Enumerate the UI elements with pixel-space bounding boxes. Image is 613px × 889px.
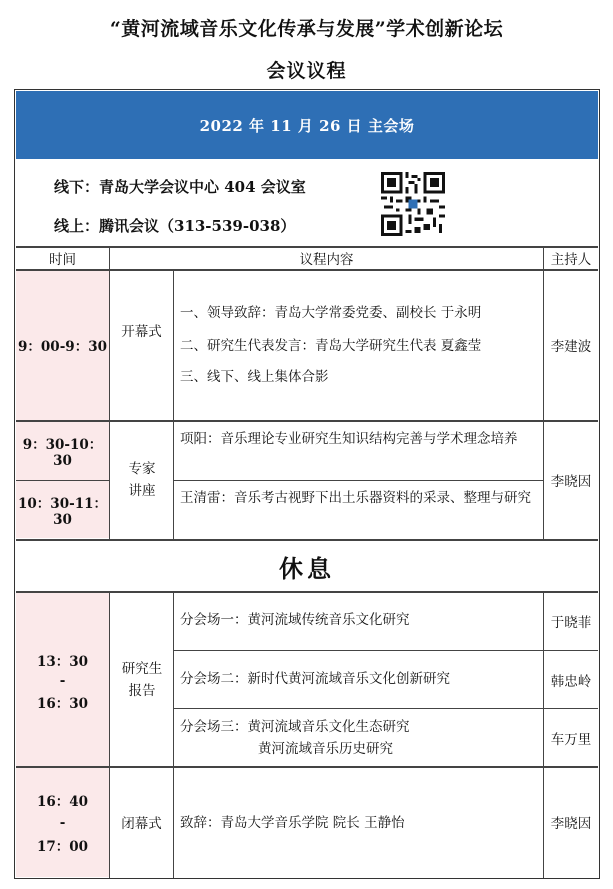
lecture-time: 10：30-11：30 (18, 496, 107, 528)
report-time-start: 13：30 (36, 654, 89, 670)
date-banner: 2022 年 11 月 26 日 主会场 (16, 91, 598, 159)
opening-item: 二、研究生代表发言：青岛大学研究生代表 夏鑫莹 (180, 338, 482, 354)
opening-host: 李建波 (550, 339, 592, 355)
header-content: 议程内容 (299, 252, 354, 268)
lecture-topic: 王清雷：音乐考古视野下出土乐器资料的采录、整理与研究 (180, 490, 531, 506)
online-meeting: 线上：腾讯会议（313-539-038） (54, 217, 296, 235)
lecture-session: 专家讲座 (128, 461, 156, 499)
opening-item: 一、领导致辞：青岛大学常委党委、副校长 于永明 (180, 305, 482, 321)
lecture-host: 李晓因 (550, 474, 592, 490)
qr-code-icon (381, 172, 445, 236)
lecture-topic: 项阳：音乐理论专业研究生知识结构完善与学术理念培养 (180, 431, 518, 447)
closing-time-start: 16：40 (36, 794, 89, 810)
closing-time-dash: - (59, 815, 66, 831)
report-host: 于晓菲 (550, 615, 592, 631)
report-host: 韩忠岭 (550, 673, 592, 690)
report-time-dash: - (59, 673, 66, 689)
report-host: 车万里 (550, 731, 592, 748)
offline-venue: 线下：青岛大学会议中心 404 会议室 (54, 178, 306, 196)
header-time: 时间 (49, 252, 76, 268)
closing-host: 李晓因 (550, 816, 592, 832)
report-session: 研究生报告 (121, 660, 163, 699)
closing-time-end: 17：00 (36, 839, 89, 855)
opening-session: 开幕式 (121, 324, 162, 340)
header-host: 主持人 (550, 252, 592, 268)
sub-venue-item: 分会场三：黄河流域音乐文化生态研究 (180, 719, 410, 735)
agenda-title: 会议议程 (266, 60, 347, 82)
opening-time: 9：00-9：30 (18, 339, 107, 355)
sub-venue-item: 分会场二：新时代黄河流域音乐文化创新研究 (180, 671, 450, 687)
closing-session: 闭幕式 (121, 816, 162, 832)
forum-title: “黄河流域音乐文化传承与发展”学术创新论坛 (109, 18, 504, 40)
opening-item: 三、线下、线上集体合影 (180, 369, 329, 385)
sub-venue-item: 分会场一：黄河流域传统音乐文化研究 (180, 612, 410, 628)
lecture-time: 9：30-10：30 (22, 436, 103, 469)
break-label: 休息 (279, 553, 335, 583)
closing-speech: 致辞：青岛大学音乐学院 院长 王静怡 (180, 815, 405, 831)
sub-venue-item-line2: 黄河流域音乐历史研究 (258, 741, 393, 757)
report-time-end: 16：30 (36, 696, 89, 712)
